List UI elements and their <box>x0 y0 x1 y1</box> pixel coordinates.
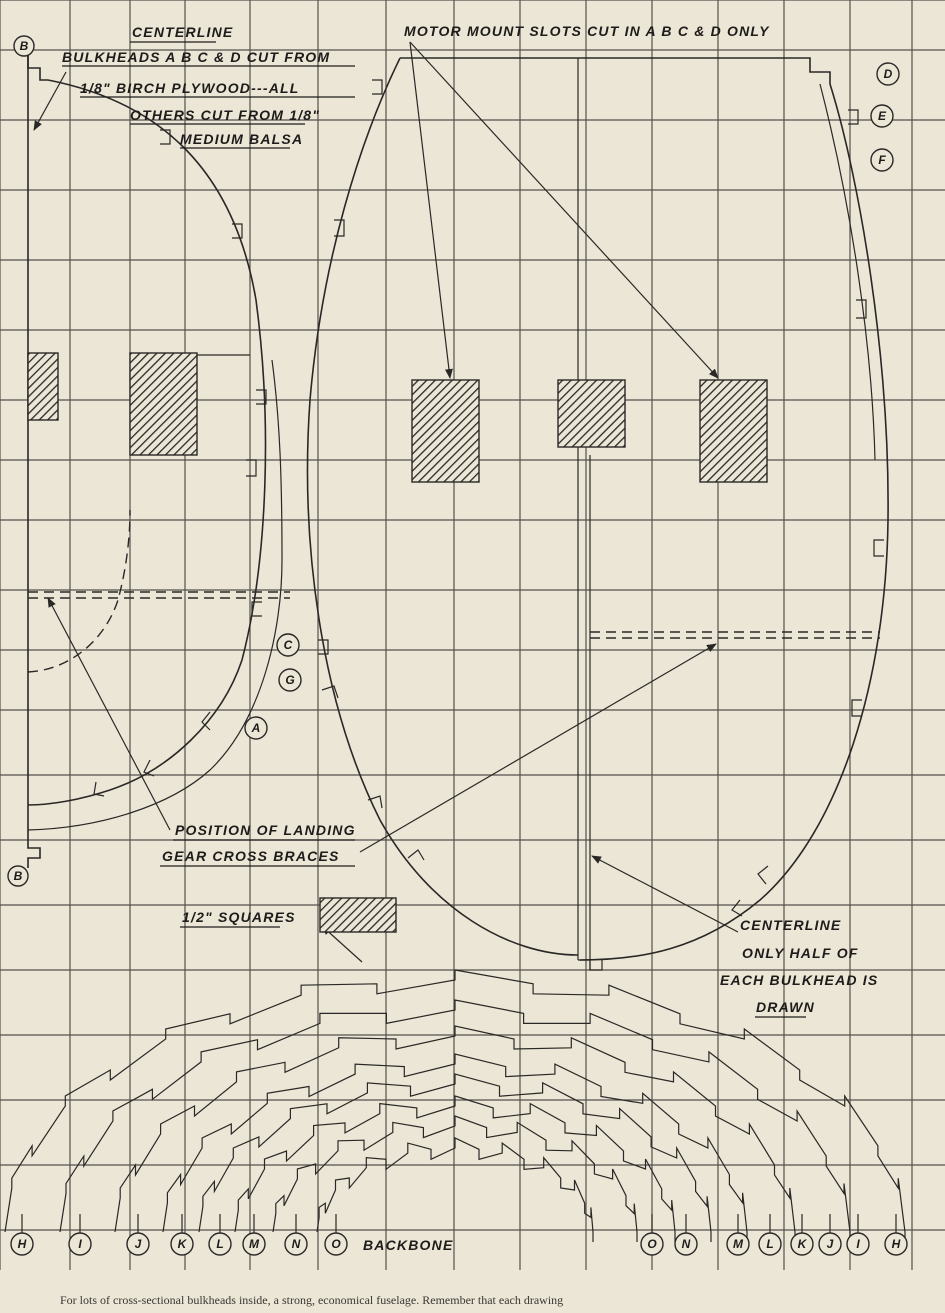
note-bulkheads-2: 1/8" BIRCH PLYWOOD---ALL <box>80 80 300 96</box>
bulkhead-b-top-tab <box>28 52 48 80</box>
svg-text:I: I <box>78 1237 82 1251</box>
svg-text:E: E <box>877 109 887 123</box>
svg-text:A: A <box>251 721 261 735</box>
tag-c <box>277 634 299 656</box>
svg-text:D: D <box>883 67 893 81</box>
svg-text:G: G <box>285 673 295 687</box>
svg-text:K: K <box>797 1237 807 1251</box>
svg-text:F: F <box>878 153 886 167</box>
note-top-centerline: CENTERLINE <box>132 24 234 40</box>
leader-position-2 <box>360 644 716 852</box>
motor-slot-center-right <box>700 380 767 482</box>
svg-text:K: K <box>177 1237 187 1251</box>
note-bulkheads-3: OTHERS CUT FROM 1/8" <box>130 107 321 123</box>
inner-dashed-arc <box>28 510 130 672</box>
note-centerline-1: CENTERLINE <box>740 917 842 933</box>
landing-gear-dash-left <box>28 592 290 598</box>
center-bottom-step <box>578 960 602 970</box>
motor-slot-center-left <box>412 380 479 482</box>
note-bulkheads-4: MEDIUM BALSA <box>180 131 304 147</box>
note-position-1: POSITION OF LANDING <box>175 822 356 838</box>
note-centerline-3: EACH BULKHEAD IS <box>720 972 879 988</box>
ring-tag-left-3 <box>171 1214 193 1255</box>
svg-text:B: B <box>13 869 23 883</box>
ring-tag-left-5 <box>243 1214 265 1255</box>
note-bulkheads-1: BULKHEADS A B C & D CUT FROM <box>62 49 331 65</box>
bulkhead-d-outline <box>400 58 888 960</box>
leader-centerline <box>592 856 738 932</box>
svg-text:J: J <box>134 1237 142 1251</box>
ring-tags-row <box>11 1214 907 1255</box>
motor-slot-center <box>558 380 625 447</box>
tag-b-top <box>14 36 34 56</box>
page-caption: For lots of cross-sectional bulkheads inside, a strong, economical fuselage. Remember that each drawing <box>60 1293 564 1307</box>
note-position-2: GEAR CROSS BRACES <box>162 848 340 864</box>
leader-motor-2 <box>410 42 718 378</box>
bulkhead-c-outline <box>308 58 578 955</box>
svg-text:I: I <box>856 1237 860 1251</box>
bulkhead-e-edge <box>820 84 875 460</box>
svg-text:C: C <box>283 638 293 652</box>
ring-tag-right-4 <box>791 1214 813 1255</box>
ring-tag-right-3 <box>759 1214 781 1255</box>
backbone-piece <box>320 898 396 932</box>
ring-tag-right-1 <box>675 1214 697 1255</box>
note-motor-mount: MOTOR MOUNT SLOTS CUT IN A B C & D ONLY <box>404 23 770 39</box>
ring-tag-left-0 <box>11 1214 33 1255</box>
motor-slot-left-edge <box>28 353 58 420</box>
tag-b-bottom <box>8 866 28 886</box>
tag-e <box>871 105 893 127</box>
svg-text:N: N <box>291 1237 301 1251</box>
leader-position-1 <box>48 598 170 830</box>
ring-bulkhead-outline <box>317 1138 593 1242</box>
motor-slot-left <box>130 353 197 455</box>
ring-tag-right-5 <box>819 1214 841 1255</box>
tag-d <box>877 63 899 85</box>
ring-tag-right-0 <box>641 1214 663 1255</box>
svg-text:L: L <box>216 1237 224 1251</box>
tag-a <box>245 717 267 739</box>
tag-f <box>871 149 893 171</box>
note-centerline-2: ONLY HALF OF <box>742 945 859 961</box>
svg-text:O: O <box>647 1237 657 1251</box>
landing-gear-dash-right <box>590 632 880 638</box>
centerline-vertical <box>578 58 590 970</box>
svg-text:M: M <box>249 1237 259 1251</box>
leader-motor-1 <box>410 42 450 378</box>
note-backbone: BACKBONE <box>363 1237 454 1253</box>
tag-g <box>279 669 301 691</box>
svg-text:H: H <box>891 1237 901 1251</box>
ring-tag-left-4 <box>209 1214 231 1255</box>
svg-text:M: M <box>733 1237 743 1251</box>
note-centerline-4: DRAWN <box>756 999 815 1015</box>
svg-text:L: L <box>766 1237 774 1251</box>
ring-tag-left-6 <box>285 1214 307 1255</box>
svg-text:O: O <box>331 1237 341 1251</box>
svg-text:N: N <box>681 1237 691 1251</box>
bulkhead-d-notches <box>732 110 884 916</box>
svg-text:H: H <box>17 1237 27 1251</box>
ring-tag-left-1 <box>69 1214 91 1255</box>
svg-text:B: B <box>19 39 29 53</box>
ring-tag-left-7 <box>325 1214 347 1255</box>
note-squares: 1/2" SQUARES <box>182 909 296 925</box>
bulkhead-c-notches <box>318 80 424 860</box>
bulkhead-a-notches <box>94 130 266 796</box>
svg-text:J: J <box>826 1237 834 1251</box>
